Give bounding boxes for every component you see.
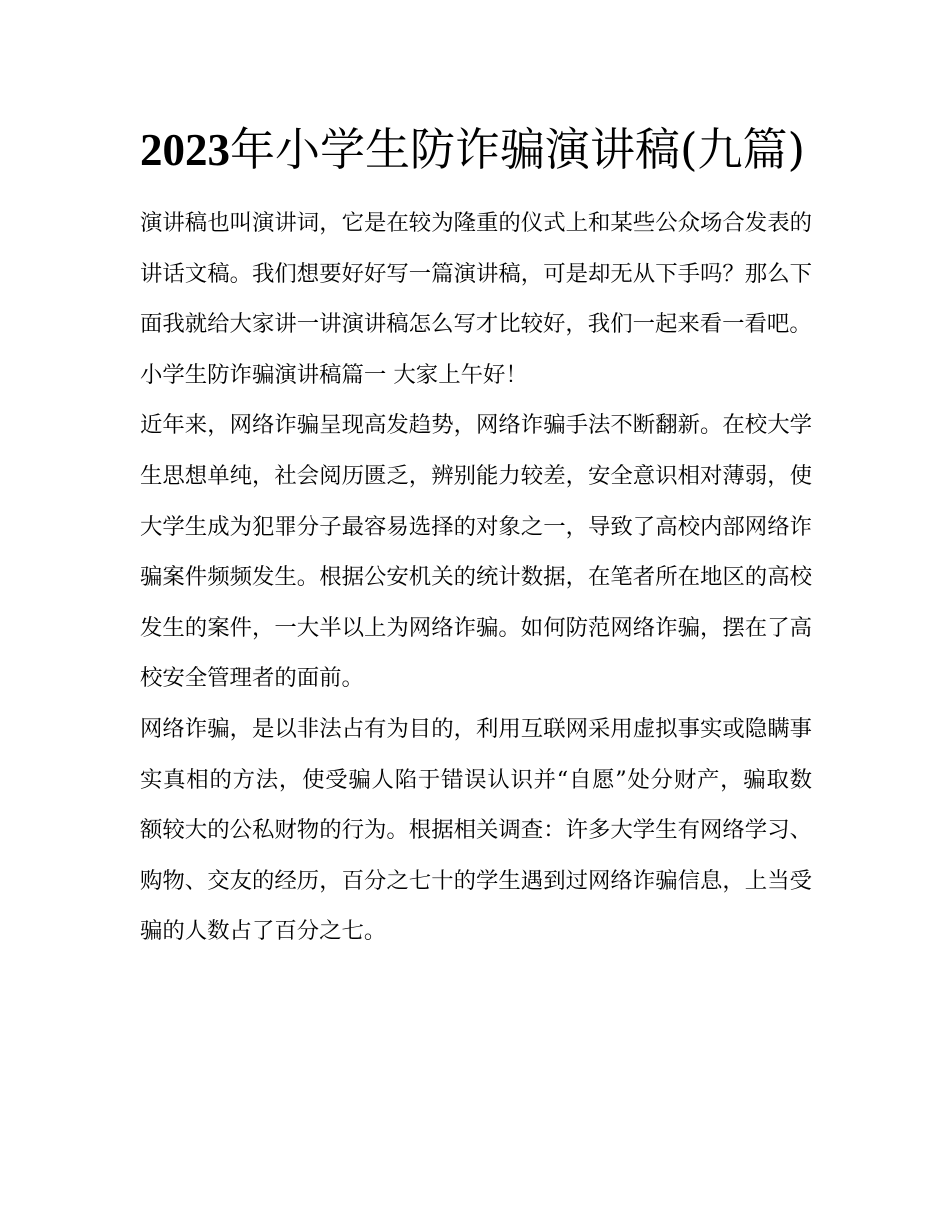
intro-paragraph: 演讲稿也叫演讲词，它是在较为隆重的仪式上和某些公众场合发表的讲话文稿。我们想要好好写一篇演讲稿，可是却无从下手吗？那么下面我就给大家讲一讲演讲稿怎么写才比较好，我们一起来看一看吧。 <box>140 210 812 338</box>
title-text: 年小学生防诈骗演讲稿(九篇) <box>230 123 806 176</box>
section-heading: 小学生防诈骗演讲稿篇一 大家上午好！ <box>140 361 528 388</box>
body-paragraph: 近年来，网络诈骗呈现高发趋势，网络诈骗手法不断翻新。在校大学生思想单纯，社会阅历匮乏，辨别能力较差，安全意识相对薄弱，使大学生成为犯罪分子最容易选择的对象之一，导致了高校内部网络诈骗案件频频发生。根据公安机关的统计数据，在笔者所在地区的高校发生的案件，一大半以上为网络诈骗。如何防范网络诈骗，摆在了高校安全管理者的面前。 <box>140 412 812 692</box>
body-paragraph: 网络诈骗，是以非法占有为目的，利用互联网采用虚拟事实或隐瞒事实真相的方法，使受骗人陷于错误认识并“自愿”处分财产，骗取数额较大的公私财物的行为。根据相关调查：许多大学生有网络学习、购物、交友的经历，百分之七十的学生遇到过网络诈骗信息，上当受骗的人数占了百分之七。 <box>140 715 812 945</box>
document-content <box>140 112 812 957</box>
document-title <box>140 112 812 188</box>
title-year: 2023 <box>140 125 230 175</box>
body-text <box>140 198 812 957</box>
